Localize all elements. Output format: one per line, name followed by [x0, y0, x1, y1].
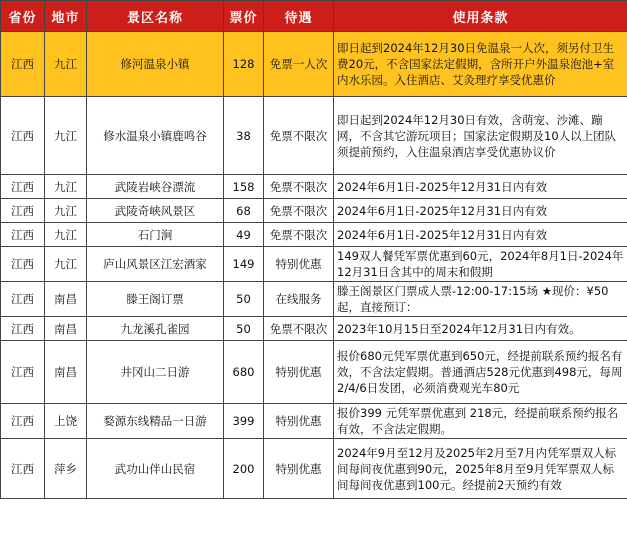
table-row	[1, 199, 627, 223]
header-city: 地市	[45, 1, 87, 32]
cell-price: 149	[224, 247, 264, 282]
cell-offer: 在线服务	[264, 282, 334, 317]
header-price: 票价	[224, 1, 264, 32]
table-row	[1, 97, 627, 175]
table-row	[1, 317, 627, 341]
cell-offer: 特别优惠	[264, 341, 334, 404]
header-scenic: 景区名称	[87, 1, 224, 32]
cell-scenic: 庐山风景区江宏酒家	[87, 247, 224, 282]
cell-province: 江西	[1, 223, 45, 247]
cell-scenic: 九龙溪孔雀园	[87, 317, 224, 341]
cell-price: 50	[224, 282, 264, 317]
cell-price: 200	[224, 439, 264, 499]
cell-terms: 2024年6月1日-2025年12月31日内有效	[334, 223, 627, 247]
cell-city: 南昌	[45, 317, 87, 341]
table-row	[1, 175, 627, 199]
cell-scenic: 井冈山二日游	[87, 341, 224, 404]
cell-terms: 即日起到2024年12月30日有效，含萌宠、沙滩、蹦网，不含其它游玩项目；国家法定假期及10人以上团队须提前预约，入住温泉酒店享受优惠协议价	[334, 97, 627, 175]
cell-scenic: 婺源东线精品一日游	[87, 404, 224, 439]
cell-scenic: 武陵岩峡谷漂流	[87, 175, 224, 199]
cell-offer: 特别优惠	[264, 404, 334, 439]
cell-scenic: 石门涧	[87, 223, 224, 247]
table-row	[1, 404, 627, 439]
cell-scenic: 修河温泉小镇	[87, 32, 224, 97]
cell-city: 九江	[45, 223, 87, 247]
header-province: 省份	[1, 1, 45, 32]
table-row	[1, 32, 627, 97]
cell-province: 江西	[1, 32, 45, 97]
cell-terms: 报价680元凭军票优惠到650元，经提前联系预约报名有效，不含法定假期。普通酒店528元优惠到498元，每周2/4/6日发团，必须消费观光车80元	[334, 341, 627, 404]
cell-province: 江西	[1, 199, 45, 223]
cell-province: 江西	[1, 247, 45, 282]
cell-province: 江西	[1, 317, 45, 341]
cell-city: 九江	[45, 199, 87, 223]
cell-offer: 免票一人次	[264, 32, 334, 97]
cell-price: 399	[224, 404, 264, 439]
header-offer: 待遇	[264, 1, 334, 32]
table-row	[1, 341, 627, 404]
cell-price: 50	[224, 317, 264, 341]
table-header-row	[1, 1, 627, 32]
cell-price: 68	[224, 199, 264, 223]
cell-terms: 滕王阁景区门票成人票-12:00-17:15场 ★现价：¥50起，直接预订：	[334, 282, 627, 317]
cell-city: 南昌	[45, 282, 87, 317]
cell-price: 49	[224, 223, 264, 247]
cell-price: 38	[224, 97, 264, 175]
cell-scenic: 武功山伴山民宿	[87, 439, 224, 499]
cell-offer: 免票不限次	[264, 199, 334, 223]
cell-offer: 特别优惠	[264, 247, 334, 282]
cell-city: 南昌	[45, 341, 87, 404]
table-row	[1, 439, 627, 499]
cell-city: 九江	[45, 97, 87, 175]
cell-terms: 2023年10月15日至2024年12月31日内有效。	[334, 317, 627, 341]
cell-price: 158	[224, 175, 264, 199]
cell-price: 128	[224, 32, 264, 97]
cell-province: 江西	[1, 341, 45, 404]
cell-province: 江西	[1, 175, 45, 199]
cell-province: 江西	[1, 282, 45, 317]
cell-terms: 149双人餐凭军票优惠到60元，2024年8月1日-2024年12月31日含其中的周末和假期	[334, 247, 627, 282]
cell-city: 九江	[45, 32, 87, 97]
cell-city: 上饶	[45, 404, 87, 439]
cell-price: 680	[224, 341, 264, 404]
cell-offer: 特别优惠	[264, 439, 334, 499]
cell-city: 九江	[45, 247, 87, 282]
table-row	[1, 282, 627, 317]
cell-province: 江西	[1, 404, 45, 439]
cell-terms: 报价399 元凭军票优惠到 218元，经提前联系预约报名有效，不含法定假期。	[334, 404, 627, 439]
header-terms: 使用条款	[334, 1, 627, 32]
cell-offer: 免票不限次	[264, 317, 334, 341]
cell-terms: 2024年6月1日-2025年12月31日内有效	[334, 175, 627, 199]
cell-terms: 即日起到2024年12月30日免温泉一人次，须另付卫生费20元，不含国家法定假期，含所开户外温泉泡池+室内水乐园。入住酒店、艾灸理疗享受优惠价	[334, 32, 627, 97]
cell-scenic: 武陵奇峡风景区	[87, 199, 224, 223]
cell-city: 九江	[45, 175, 87, 199]
cell-city: 萍乡	[45, 439, 87, 499]
cell-province: 江西	[1, 439, 45, 499]
table-row	[1, 247, 627, 282]
cell-scenic: 修水温泉小镇鹿鸣谷	[87, 97, 224, 175]
cell-terms: 2024年9月至12月及2025年2月至7月内凭军票双人标间每间夜优惠到90元，2025年8月至9月凭军票双人标间每间夜优惠到100元。经提前2天预约有效	[334, 439, 627, 499]
cell-offer: 免票不限次	[264, 175, 334, 199]
table-row	[1, 223, 627, 247]
cell-offer: 免票不限次	[264, 97, 334, 175]
cell-province: 江西	[1, 97, 45, 175]
cell-offer: 免票不限次	[264, 223, 334, 247]
cell-terms: 2024年6月1日-2025年12月31日内有效	[334, 199, 627, 223]
cell-scenic: 滕王阁订票	[87, 282, 224, 317]
